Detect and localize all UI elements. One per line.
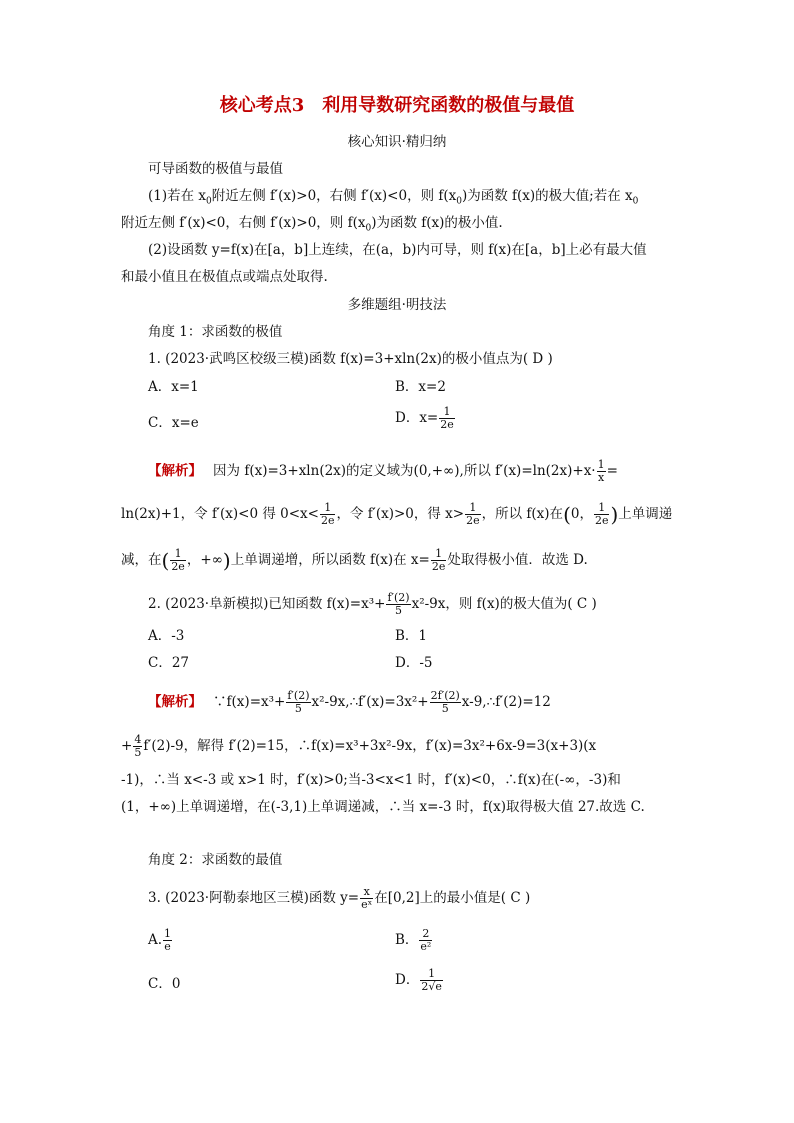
question-3-option-b: B． $\frac{2}{\text{e²}}$ — [395, 927, 432, 953]
knowledge-item-1-line-1: (1)若在 $x_0$附近左侧 f′(x)>0，右侧 f′(x)<0，则 $f(x_0)$为函数 f(x)的极大值;若在 $x_0$ — [148, 188, 639, 207]
fraction: $\frac{f'(2)}{5}$ — [287, 689, 310, 715]
knowledge-item-2-line-1: (2)设函数 y=f(x)在[a，b]上连续，在(a，b)内可导，则 f(x)在[a，b]上必有最大值 — [148, 242, 647, 258]
question-1-option-c: C．x=e — [148, 415, 199, 431]
question-1-stem: 1. (2023·武鸣区校级三模)函数 f(x)=3+xln(2x)的极小值点为( D ) — [148, 351, 553, 367]
question-2-option-c: C．27 — [148, 655, 190, 671]
fraction: $\frac{x}{\text{eˣ}}$ — [361, 885, 373, 911]
solution-2-line-2: + $\frac{4}{5}$ f′(2)-9，解得 f′(2)=15，∴f(x)=x³+3x²-9x，f′(x)=3x²+6x-9=3(x+3)(x — [121, 733, 597, 759]
solution-1-line-2: ln(2x)+1，令 f′(x)<0 得 0<x< $\frac{1}{2e}$ ，令 f′(x)>0，得 x> $\frac{1}{2e}$ ，所以 f(x)在(0， $\frac{1}{2e}$ )上单调递 — [121, 501, 673, 527]
question-2-option-b: B．1 — [395, 628, 428, 644]
question-1-option-a: A．x=1 — [148, 379, 199, 395]
fraction: $\frac{2f'(2)}{5}$ — [430, 689, 460, 715]
knowledge-heading: 可导函数的极值与最值 — [148, 161, 283, 177]
question-3-option-d: D． $\frac{1}{2√e}$ — [395, 967, 442, 993]
fraction: $\frac{1}{e}$ — [164, 927, 172, 953]
question-2-option-d: D．-5 — [395, 655, 433, 671]
question-3-stem: 3. (2023·阿勒泰地区三模)函数 y= $\frac{x}{\text{eˣ}}$ 在[0,2]上的最小值是( C ) — [148, 885, 531, 911]
fraction: $\frac{1}{2e}$ — [466, 501, 480, 527]
section-heading-knowledge: 核心知识·精归纳 — [347, 134, 447, 150]
solution-label: 【解析】 — [148, 694, 196, 710]
solution-label: 【解析】 — [148, 463, 196, 479]
solution-2-line-1: 【解析】 ∵f(x)=x³+ $\frac{f'(2)}{5}$ x²-9x,∴f′(x)=3x²+ $\frac{2f'(2)}{5}$ x-9,∴f′(2)=12 — [148, 689, 551, 715]
knowledge-item-1-line-2: 附近左侧 f′(x)<0，右侧 f′(x)>0，则 $f(x_0)$为函数 f(x)的极小值. — [121, 215, 503, 234]
page-title: 核心考点3 利用导数研究函数的极值与最值 — [219, 95, 575, 116]
fraction: $\frac{f'(2)}{5}$ — [387, 591, 410, 617]
fraction: $\frac{1}{2√e}$ — [421, 967, 442, 993]
fraction: $\frac{1}{2e}$ — [171, 547, 185, 573]
knowledge-item-2-line-2: 和最小值且在极值点或端点处取得. — [121, 269, 328, 285]
fraction: $\frac{1}{2e}$ — [320, 501, 335, 527]
question-1-option-d: D．x= $\frac{1}{2e}$ — [395, 405, 454, 431]
question-3-option-c: C．0 — [148, 976, 181, 992]
solution-2-line-4: (1，+∞)上单调递增，在(-3,1)上单调递减，∴当 x=-3 时，f(x)取得极大值 27.故选 C. — [121, 799, 645, 815]
section-heading-methods: 多维题组·明技法 — [347, 297, 447, 313]
fraction: $\frac{1}{2e}$ — [431, 547, 446, 573]
fraction: $\frac{1}{x}$ — [597, 458, 605, 484]
angle-2-heading: 角度 2：求函数的最值 — [148, 852, 283, 868]
solution-1-line-1: 【解析】 因为 f(x)=3+xln(2x)的定义域为(0,+∞),所以 f′(x)=ln(2x)+x· $\frac{1}{x}$ = — [148, 458, 618, 484]
question-1-option-b: B．x=2 — [395, 379, 446, 395]
question-3-option-a: A. $\frac{1}{e}$ — [148, 927, 172, 953]
angle-1-heading: 角度 1：求函数的极值 — [148, 324, 283, 340]
fraction: $\frac{1}{2e}$ — [440, 405, 454, 431]
fraction: $\frac{4}{5}$ — [134, 733, 142, 759]
question-2-stem: 2. (2023·阜新模拟)已知函数 f(x)=x³+ $\frac{f'(2)}{5}$ x²-9x，则 f(x)的极大值为( C ) — [148, 591, 597, 617]
solution-2-line-3: -1)，∴当 x<-3 或 x>1 时，f′(x)>0;当-3<x<1 时，f′(x)<0，∴f(x)在(-∞，-3)和 — [121, 772, 621, 788]
fraction: $\frac{2}{\text{e²}}$ — [420, 927, 432, 953]
question-2-option-a: A．-3 — [148, 628, 185, 644]
solution-1-line-3: 减，在( $\frac{1}{2e}$ ，+∞)上单调递增，所以函数 f(x)在 x= $\frac{1}{2e}$ 处取得极小值．故选 D. — [121, 547, 588, 573]
fraction: $\frac{1}{2e}$ — [594, 501, 609, 527]
